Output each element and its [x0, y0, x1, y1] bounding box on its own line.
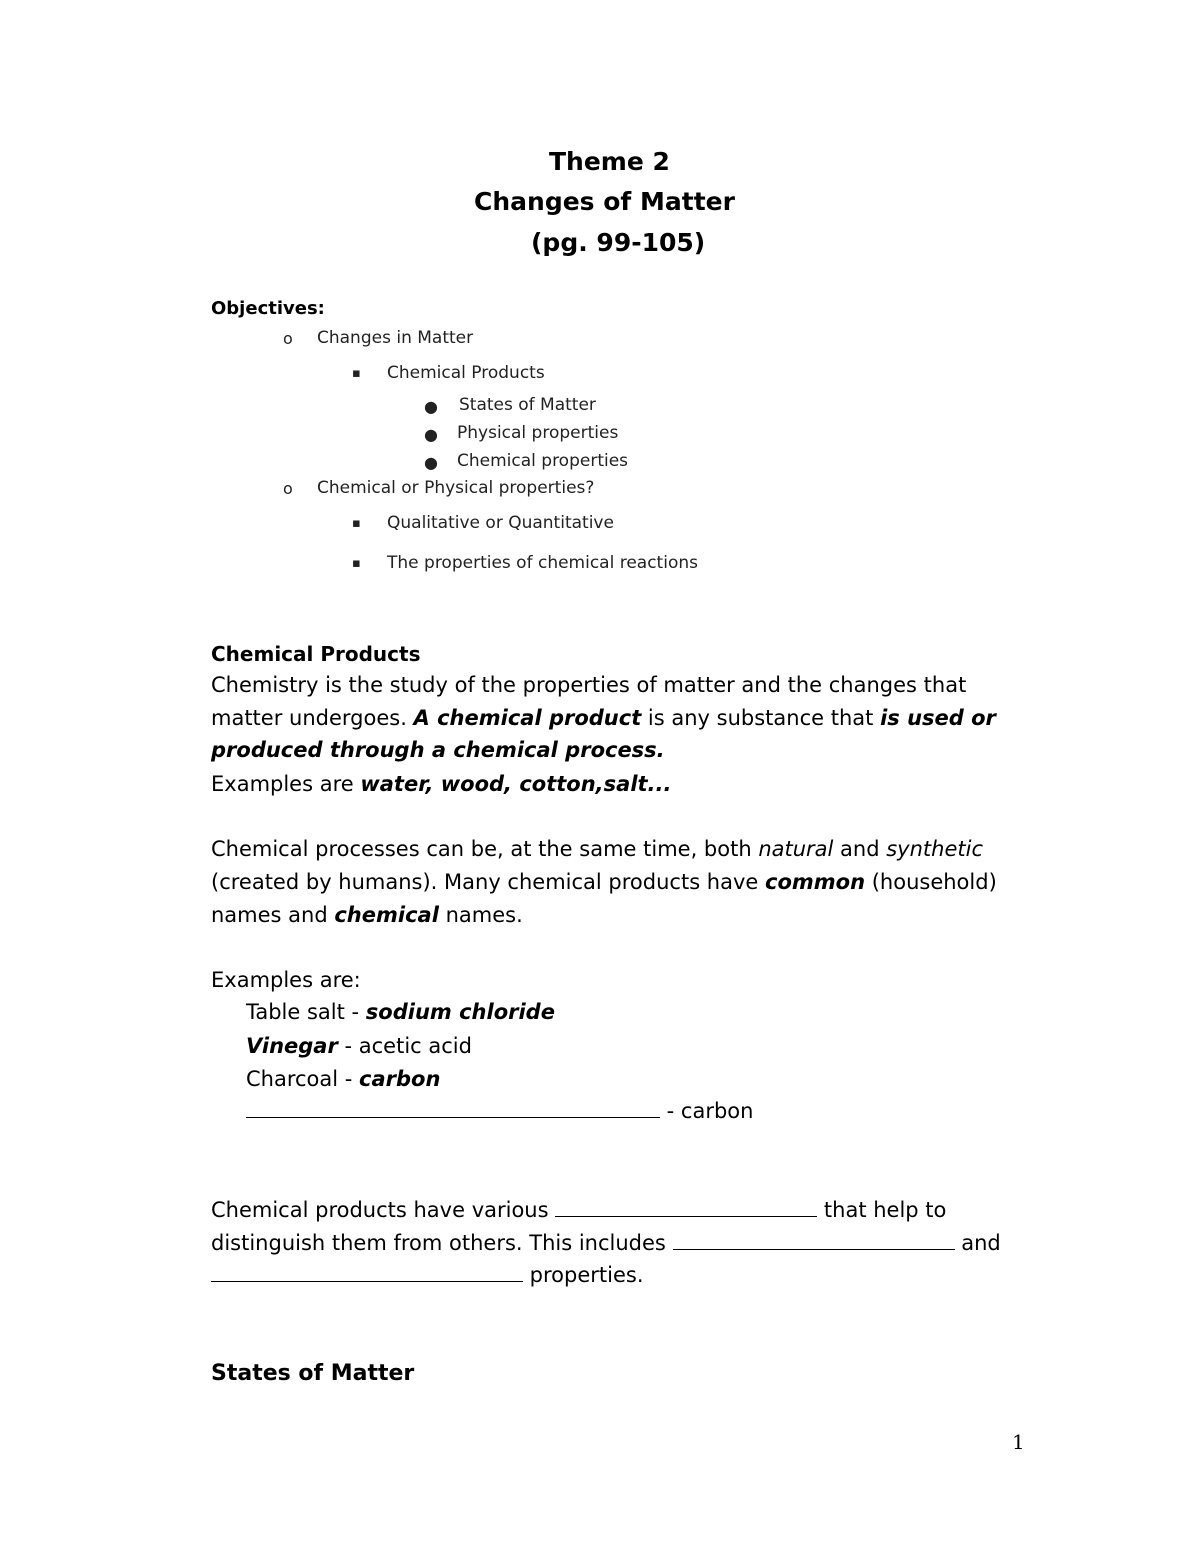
text-run: (household): [865, 870, 997, 894]
text-run: - carbon: [660, 1099, 754, 1123]
text-run: Table salt -: [246, 1000, 366, 1024]
emphasis-text: Vinegar: [246, 1034, 338, 1058]
bullet-marker: ▪: [352, 516, 361, 531]
objective-subitem: The properties of chemical reactions: [387, 553, 698, 573]
examples-label: Examples are:: [211, 968, 361, 992]
paragraph-line: produced through a chemical process.: [211, 738, 665, 762]
page-number: 1: [1012, 1430, 1025, 1454]
objective-item: Chemical or Physical properties?: [317, 478, 595, 498]
example-line: [246, 1099, 753, 1123]
emphasis-text: common: [765, 870, 866, 894]
section-heading-states-of-matter: States of Matter: [211, 1361, 415, 1386]
text-run: properties.: [523, 1263, 644, 1287]
bullet-marker: o: [283, 479, 293, 498]
objective-subsubitem: States of Matter: [459, 395, 596, 415]
objective-subsubitem: Physical properties: [457, 423, 619, 443]
paragraph-line: [211, 903, 523, 927]
text-run: Charcoal -: [246, 1067, 360, 1091]
emphasis-text: water, wood, cotton,salt...: [360, 772, 672, 796]
fill-in-blank[interactable]: [211, 1263, 523, 1282]
emphasis-text: carbon: [359, 1067, 441, 1091]
emphasis-text: is used or: [880, 706, 996, 730]
paragraph-line: [211, 870, 997, 894]
theme-label: Theme 2: [549, 147, 670, 176]
text-run: Examples are: [211, 772, 361, 796]
section-heading-chemical-products: Chemical Products: [211, 642, 421, 666]
bullet-marker: ▪: [352, 366, 361, 381]
emphasis-text: sodium chloride: [365, 1000, 555, 1024]
text-run: names.: [438, 903, 523, 927]
emphasis-text: A chemical product: [413, 706, 642, 730]
paragraph-line: [211, 837, 983, 861]
text-run: and: [833, 837, 887, 861]
text-run: is any substance that: [641, 706, 881, 730]
text-run: - acetic acid: [337, 1034, 472, 1058]
bullet-marker: ●: [424, 397, 438, 416]
objective-subitem: Chemical Products: [387, 363, 545, 383]
page-range: (pg. 99-105): [531, 228, 706, 257]
bullet-marker: ▪: [352, 556, 361, 571]
bullet-marker: ●: [424, 453, 438, 472]
emphasis-text: natural: [758, 837, 834, 861]
text-run: (created by humans). Many chemical products have: [211, 870, 766, 894]
bullet-marker: ●: [424, 425, 438, 444]
objective-item: Changes in Matter: [317, 328, 474, 348]
objective-subitem: Qualitative or Quantitative: [387, 513, 614, 533]
paragraph-line: [211, 706, 996, 730]
objectives-heading: Objectives:: [211, 298, 325, 319]
text-run: Chemical processes can be, at the same time, both: [211, 837, 759, 861]
emphasis-text: synthetic: [886, 837, 983, 861]
paragraph-line: [211, 772, 672, 796]
fill-in-blank[interactable]: [555, 1198, 817, 1217]
text-run: matter undergoes.: [211, 706, 414, 730]
paragraph-line: Chemistry is the study of the properties of matter and the changes that: [211, 673, 967, 697]
fill-in-blank[interactable]: [673, 1231, 955, 1250]
text-run: Chemical products have various: [211, 1198, 556, 1222]
paragraph-line: [211, 1231, 1001, 1255]
example-line: [246, 1034, 472, 1058]
text-run: distinguish them from others. This includes: [211, 1231, 673, 1255]
objective-subsubitem: Chemical properties: [457, 451, 629, 471]
paragraph-line: [211, 1263, 644, 1287]
example-line: [246, 1067, 440, 1091]
page-title: Changes of Matter: [474, 187, 735, 216]
example-line: [246, 1000, 555, 1024]
paragraph-line: [211, 1198, 946, 1222]
text-run: that help to: [817, 1198, 947, 1222]
bullet-marker: o: [283, 329, 293, 348]
emphasis-text: chemical: [334, 903, 439, 927]
text-run: and: [954, 1231, 1001, 1255]
fill-in-blank[interactable]: [246, 1099, 660, 1118]
text-run: names and: [211, 903, 335, 927]
